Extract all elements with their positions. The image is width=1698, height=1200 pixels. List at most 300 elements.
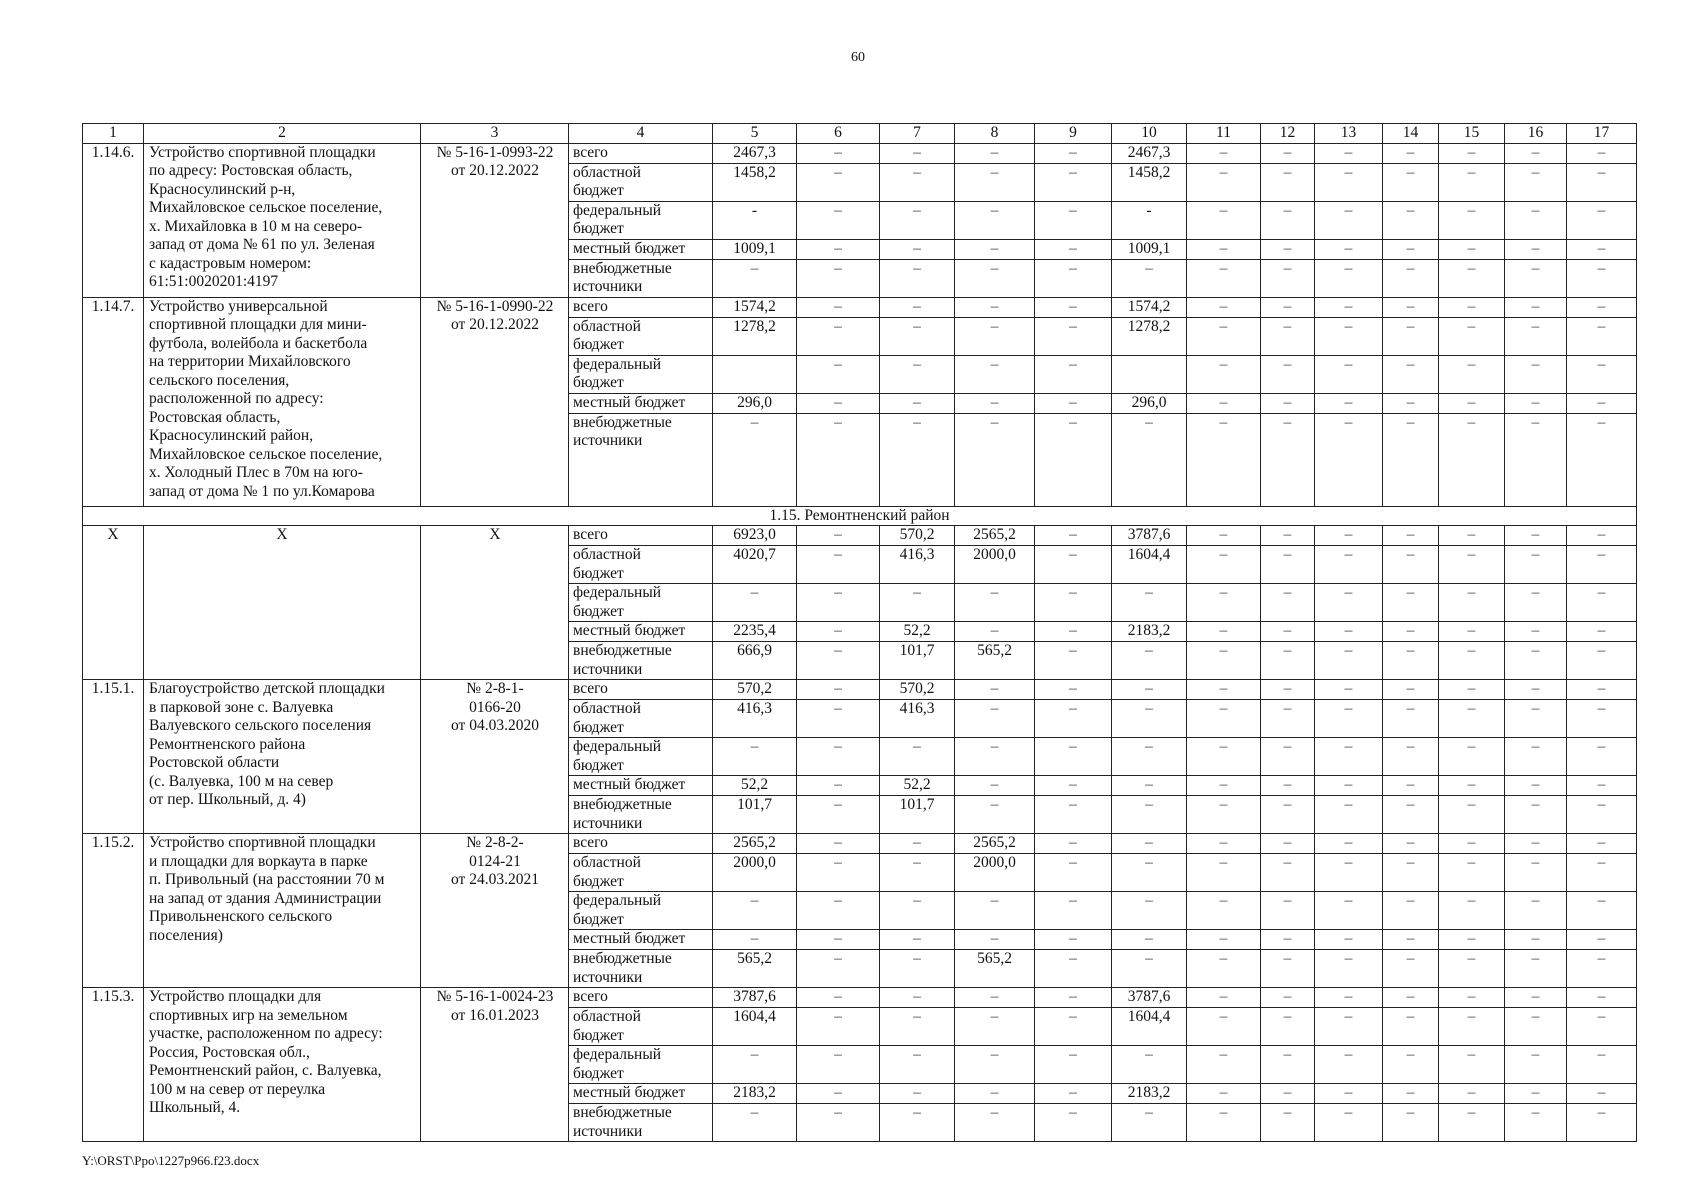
value-cell: – — [1505, 297, 1567, 317]
value-cell: – — [1187, 950, 1261, 988]
value-cell: – — [1505, 950, 1567, 988]
value-cell: – — [1035, 317, 1112, 355]
value-cell: – — [1261, 163, 1315, 201]
value-cell: – — [1439, 546, 1505, 584]
value-cell: – — [1505, 584, 1567, 622]
value-cell: – — [955, 892, 1035, 930]
value-cell: – — [1261, 622, 1315, 642]
funding-source-label: местный бюджет — [569, 393, 713, 413]
budget-table — [82, 123, 1637, 1142]
funding-source-label: федеральный бюджет — [569, 201, 713, 239]
value-cell: – — [1383, 259, 1439, 297]
value-cell: – — [1505, 143, 1567, 163]
value-cell: – — [955, 776, 1035, 796]
value-cell: – — [1439, 700, 1505, 738]
value-cell: – — [797, 700, 880, 738]
value-cell: – — [1567, 584, 1637, 622]
value-cell: – — [1315, 796, 1383, 834]
value-cell: – — [1315, 163, 1383, 201]
funding-source-label: федеральный бюджет — [569, 584, 713, 622]
value-cell: – — [1439, 297, 1505, 317]
value-cell: – — [955, 738, 1035, 776]
value-cell: – — [1315, 297, 1383, 317]
value-cell: – — [1567, 201, 1637, 239]
value-cell: – — [955, 622, 1035, 642]
value-cell: – — [1187, 834, 1261, 854]
value-cell: – — [1505, 1046, 1567, 1084]
value-cell: – — [1505, 930, 1567, 950]
value-cell: – — [1315, 393, 1383, 413]
value-cell: – — [1383, 776, 1439, 796]
funding-source-label: всего — [569, 680, 713, 700]
value-cell: – — [880, 950, 955, 988]
value-cell: – — [1567, 1008, 1637, 1046]
value-cell: – — [713, 1046, 797, 1084]
value-cell: – — [1567, 413, 1637, 506]
value-cell: – — [1505, 163, 1567, 201]
value-cell: 52,2 — [713, 776, 797, 796]
value-cell: – — [713, 259, 797, 297]
value-cell: – — [1439, 1084, 1505, 1104]
value-cell: – — [1439, 1046, 1505, 1084]
value-cell: – — [880, 201, 955, 239]
document-number: № 2-8-2- 0124-21 от 24.03.2021 — [421, 834, 569, 988]
value-cell: – — [1112, 1104, 1187, 1142]
value-cell: 2235,4 — [713, 622, 797, 642]
value-cell: – — [1261, 1046, 1315, 1084]
value-cell: 52,2 — [880, 776, 955, 796]
value-cell: – — [1383, 163, 1439, 201]
value-cell: – — [1505, 700, 1567, 738]
value-cell: 2565,2 — [955, 834, 1035, 854]
value-cell: – — [1505, 1104, 1567, 1142]
value-cell: – — [1261, 1104, 1315, 1142]
value-cell: – — [1261, 1084, 1315, 1104]
column-header: 1 — [83, 124, 144, 144]
funding-source-label: областной бюджет — [569, 854, 713, 892]
value-cell: – — [1112, 834, 1187, 854]
value-cell: 2000,0 — [713, 854, 797, 892]
value-cell: – — [797, 738, 880, 776]
value-cell: – — [1261, 834, 1315, 854]
value-cell: – — [1112, 738, 1187, 776]
value-cell: – — [1261, 259, 1315, 297]
value-cell: – — [1261, 796, 1315, 834]
value-cell: 296,0 — [1112, 393, 1187, 413]
table-row — [83, 834, 1637, 854]
value-cell: 2467,3 — [713, 143, 797, 163]
value-cell: – — [713, 584, 797, 622]
value-cell: 1278,2 — [1112, 317, 1187, 355]
value-cell: 6923,0 — [713, 526, 797, 546]
value-cell: – — [1035, 796, 1112, 834]
value-cell: – — [1261, 526, 1315, 546]
value-cell: – — [1567, 642, 1637, 680]
item-name: Устройство спортивной площадки по адресу: Ростовская область, Красносулинский р-н, Михайловское сельское поселение, х. Михайловка в 10 м на северо- запад от дома № 61 по ул. Зеленая с кадастровым номером: 61:51:0020201:4197 — [144, 143, 421, 297]
value-cell: 565,2 — [713, 950, 797, 988]
value-cell: – — [1383, 680, 1439, 700]
value-cell: – — [1383, 1104, 1439, 1142]
value-cell: – — [1383, 738, 1439, 776]
value-cell: – — [797, 239, 880, 259]
value-cell: – — [1567, 1084, 1637, 1104]
value-cell: – — [1383, 950, 1439, 988]
value-cell: – — [1567, 796, 1637, 834]
value-cell: – — [1383, 796, 1439, 834]
value-cell: – — [955, 584, 1035, 622]
funding-source-label: местный бюджет — [569, 622, 713, 642]
funding-source-label: всего — [569, 297, 713, 317]
value-cell: – — [1035, 1104, 1112, 1142]
value-cell: 101,7 — [880, 796, 955, 834]
value-cell: – — [1035, 239, 1112, 259]
document-number: X — [421, 526, 569, 680]
value-cell: – — [797, 584, 880, 622]
value-cell: – — [1383, 1008, 1439, 1046]
value-cell: 101,7 — [713, 796, 797, 834]
value-cell: – — [1315, 355, 1383, 393]
column-header: 9 — [1035, 124, 1112, 144]
value-cell: – — [880, 834, 955, 854]
value-cell: 296,0 — [713, 393, 797, 413]
value-cell: – — [955, 1008, 1035, 1046]
value-cell: – — [955, 297, 1035, 317]
value-cell: – — [1035, 834, 1112, 854]
value-cell: – — [1261, 143, 1315, 163]
value-cell: – — [1383, 834, 1439, 854]
value-cell: 570,2 — [880, 680, 955, 700]
value-cell: – — [1035, 546, 1112, 584]
value-cell: – — [1112, 950, 1187, 988]
value-cell: – — [1035, 988, 1112, 1008]
value-cell: – — [1035, 413, 1112, 506]
value-cell: – — [1187, 201, 1261, 239]
value-cell: – — [1567, 1046, 1637, 1084]
value-cell: – — [1035, 1046, 1112, 1084]
value-cell: 2467,3 — [1112, 143, 1187, 163]
value-cell: – — [955, 1046, 1035, 1084]
value-cell: – — [1035, 1084, 1112, 1104]
value-cell: – — [1261, 930, 1315, 950]
value-cell: 1009,1 — [713, 239, 797, 259]
value-cell: – — [1383, 239, 1439, 259]
value-cell: – — [1567, 163, 1637, 201]
value-cell: – — [1187, 1104, 1261, 1142]
value-cell: 416,3 — [713, 700, 797, 738]
value-cell: – — [797, 259, 880, 297]
funding-source-label: внебюджетные источники — [569, 413, 713, 506]
value-cell: – — [1035, 584, 1112, 622]
value-cell: – — [880, 413, 955, 506]
value-cell: – — [1035, 143, 1112, 163]
value-cell: – — [1383, 1046, 1439, 1084]
value-cell: – — [1383, 642, 1439, 680]
value-cell: – — [1035, 642, 1112, 680]
value-cell: – — [955, 201, 1035, 239]
item-name: Устройство площадки для спортивных игр на земельном участке, расположенном по адресу: Россия, Ростовская обл., Ремонтненский район, с. Валуевка, 100 м на север от переулка Школьный, 4. — [144, 988, 421, 1142]
value-cell: – — [797, 393, 880, 413]
value-cell: – — [1505, 546, 1567, 584]
value-cell: – — [880, 317, 955, 355]
value-cell: – — [1439, 834, 1505, 854]
item-number: 1.15.2. — [83, 834, 144, 988]
value-cell: – — [797, 776, 880, 796]
value-cell: – — [1315, 738, 1383, 776]
value-cell: – — [880, 297, 955, 317]
value-cell: – — [1439, 1008, 1505, 1046]
value-cell: – — [1505, 892, 1567, 930]
value-cell: – — [1315, 700, 1383, 738]
funding-source-label: всего — [569, 834, 713, 854]
value-cell: – — [880, 259, 955, 297]
column-header: 16 — [1505, 124, 1567, 144]
value-cell: – — [1567, 892, 1637, 930]
value-cell: – — [1383, 317, 1439, 355]
value-cell: – — [1187, 1084, 1261, 1104]
funding-source-label: внебюджетные источники — [569, 796, 713, 834]
value-cell: – — [797, 317, 880, 355]
table-row — [83, 143, 1637, 163]
value-cell: – — [1035, 259, 1112, 297]
value-cell: 3787,6 — [713, 988, 797, 1008]
page-number: 60 — [851, 50, 865, 65]
value-cell: – — [1315, 546, 1383, 584]
value-cell: – — [1187, 988, 1261, 1008]
value-cell: – — [880, 1084, 955, 1104]
value-cell: – — [1315, 259, 1383, 297]
value-cell: – — [1261, 393, 1315, 413]
value-cell: – — [1187, 700, 1261, 738]
value-cell: – — [955, 680, 1035, 700]
value-cell: – — [1261, 700, 1315, 738]
value-cell: 2183,2 — [1112, 622, 1187, 642]
value-cell: – — [880, 355, 955, 393]
value-cell: – — [1187, 584, 1261, 622]
value-cell: – — [1315, 892, 1383, 930]
value-cell: – — [1567, 546, 1637, 584]
value-cell: – — [1035, 950, 1112, 988]
value-cell: – — [1567, 950, 1637, 988]
value-cell: – — [955, 1084, 1035, 1104]
value-cell: – — [955, 355, 1035, 393]
value-cell: 3787,6 — [1112, 526, 1187, 546]
value-cell: – — [1035, 163, 1112, 201]
value-cell: – — [1505, 680, 1567, 700]
value-cell: – — [797, 1008, 880, 1046]
funding-source-label: областной бюджет — [569, 163, 713, 201]
value-cell: – — [880, 892, 955, 930]
value-cell: – — [1383, 393, 1439, 413]
value-cell: – — [1505, 355, 1567, 393]
value-cell: – — [1035, 393, 1112, 413]
value-cell: – — [1567, 680, 1637, 700]
column-header: 8 — [955, 124, 1035, 144]
value-cell: – — [1112, 854, 1187, 892]
value-cell: – — [797, 143, 880, 163]
funding-source-label: местный бюджет — [569, 930, 713, 950]
value-cell: – — [1439, 393, 1505, 413]
funding-source-label: внебюджетные источники — [569, 1104, 713, 1142]
value-cell: – — [797, 988, 880, 1008]
value-cell: – — [797, 546, 880, 584]
column-header: 13 — [1315, 124, 1383, 144]
value-cell: – — [1035, 700, 1112, 738]
value-cell: – — [880, 1104, 955, 1142]
value-cell: – — [797, 1084, 880, 1104]
value-cell: – — [1035, 854, 1112, 892]
value-cell: – — [1112, 700, 1187, 738]
value-cell: – — [797, 201, 880, 239]
value-cell: 2183,2 — [713, 1084, 797, 1104]
value-cell: 2000,0 — [955, 854, 1035, 892]
funding-source-label: местный бюджет — [569, 776, 713, 796]
value-cell: – — [1187, 854, 1261, 892]
value-cell: – — [1567, 834, 1637, 854]
value-cell: – — [1315, 622, 1383, 642]
value-cell: – — [1439, 988, 1505, 1008]
funding-source-label: федеральный бюджет — [569, 1046, 713, 1084]
value-cell: – — [1187, 1046, 1261, 1084]
value-cell: – — [1315, 1104, 1383, 1142]
value-cell: – — [1112, 930, 1187, 950]
value-cell: – — [1383, 413, 1439, 506]
value-cell: – — [713, 413, 797, 506]
item-number: 1.14.6. — [83, 143, 144, 297]
value-cell: – — [1187, 297, 1261, 317]
column-header: 15 — [1439, 124, 1505, 144]
value-cell: – — [1505, 526, 1567, 546]
value-cell: – — [1315, 988, 1383, 1008]
value-cell: – — [1439, 622, 1505, 642]
value-cell: – — [1261, 201, 1315, 239]
value-cell: – — [955, 163, 1035, 201]
value-cell: – — [1567, 393, 1637, 413]
value-cell — [713, 355, 797, 393]
column-header: 11 — [1187, 124, 1261, 144]
section-row — [83, 506, 1637, 526]
funding-source-label: областной бюджет — [569, 317, 713, 355]
value-cell: – — [1187, 317, 1261, 355]
column-header: 5 — [713, 124, 797, 144]
value-cell: – — [1315, 239, 1383, 259]
value-cell: – — [1383, 143, 1439, 163]
value-cell: – — [1315, 1008, 1383, 1046]
value-cell: – — [1505, 413, 1567, 506]
value-cell: – — [1187, 1008, 1261, 1046]
value-cell: – — [1261, 776, 1315, 796]
funding-source-label: федеральный бюджет — [569, 355, 713, 393]
value-cell: 1604,4 — [1112, 1008, 1187, 1046]
value-cell: – — [1035, 355, 1112, 393]
value-cell: – — [955, 317, 1035, 355]
document-number: № 5-16-1-0993-22 от 20.12.2022 — [421, 143, 569, 297]
value-cell: – — [1505, 201, 1567, 239]
value-cell: – — [880, 239, 955, 259]
value-cell: – — [797, 526, 880, 546]
value-cell: – — [1439, 201, 1505, 239]
value-cell: – — [1383, 988, 1439, 1008]
value-cell: 1458,2 — [713, 163, 797, 201]
value-cell: – — [1383, 584, 1439, 622]
value-cell: 570,2 — [713, 680, 797, 700]
value-cell: – — [1187, 546, 1261, 584]
value-cell: – — [797, 622, 880, 642]
funding-source-label: местный бюджет — [569, 1084, 713, 1104]
value-cell: – — [1383, 526, 1439, 546]
header-row — [83, 124, 1637, 144]
value-cell: – — [1187, 239, 1261, 259]
value-cell: – — [880, 930, 955, 950]
value-cell: – — [955, 143, 1035, 163]
value-cell: – — [1112, 413, 1187, 506]
value-cell: – — [1315, 584, 1383, 622]
value-cell: – — [880, 738, 955, 776]
item-name: Устройство универсальной спортивной площадки для мини- футбола, волейбола и баскетбола на территории Михайловского сельского поселения, расположенной по адресу: Ростовская область, Красносулинский район, Михайловское сельское поселение, х. Холодный Плес в 70м на юго- запад от дома № 1 по ул.Комарова — [144, 297, 421, 506]
value-cell: – — [1315, 201, 1383, 239]
value-cell: – — [1315, 1046, 1383, 1084]
value-cell: – — [955, 930, 1035, 950]
value-cell: – — [1567, 259, 1637, 297]
value-cell: – — [880, 1008, 955, 1046]
file-path-footer: Y:\ORST\Ppo\1227p966.f23.docx — [82, 1153, 260, 1168]
value-cell: – — [1261, 680, 1315, 700]
value-cell: – — [1187, 738, 1261, 776]
value-cell: – — [1439, 584, 1505, 622]
value-cell: – — [797, 892, 880, 930]
value-cell: – — [1315, 834, 1383, 854]
value-cell: – — [1383, 622, 1439, 642]
value-cell: – — [1567, 700, 1637, 738]
value-cell: – — [797, 413, 880, 506]
value-cell: – — [797, 834, 880, 854]
value-cell: – — [1315, 854, 1383, 892]
value-cell: – — [1439, 355, 1505, 393]
value-cell: – — [1035, 622, 1112, 642]
value-cell: – — [1439, 143, 1505, 163]
value-cell: – — [713, 892, 797, 930]
value-cell: – — [1505, 796, 1567, 834]
value-cell: – — [797, 950, 880, 988]
value-cell: 570,2 — [880, 526, 955, 546]
value-cell: – — [880, 163, 955, 201]
column-header: 3 — [421, 124, 569, 144]
value-cell: – — [1261, 950, 1315, 988]
funding-source-label: областной бюджет — [569, 700, 713, 738]
value-cell: – — [1187, 143, 1261, 163]
value-cell: – — [1261, 642, 1315, 680]
value-cell: – — [1187, 930, 1261, 950]
value-cell: – — [1567, 143, 1637, 163]
value-cell: – — [1505, 776, 1567, 796]
value-cell: – — [1567, 355, 1637, 393]
value-cell: – — [1439, 642, 1505, 680]
value-cell: – — [1383, 854, 1439, 892]
value-cell: – — [1439, 317, 1505, 355]
value-cell: – — [1315, 143, 1383, 163]
value-cell: 666,9 — [713, 642, 797, 680]
value-cell: – — [1439, 163, 1505, 201]
value-cell: – — [1383, 700, 1439, 738]
column-header: 10 — [1112, 124, 1187, 144]
value-cell: – — [797, 930, 880, 950]
value-cell: – — [1383, 892, 1439, 930]
value-cell: – — [797, 297, 880, 317]
value-cell: – — [1035, 297, 1112, 317]
value-cell: – — [1439, 776, 1505, 796]
value-cell: – — [880, 143, 955, 163]
value-cell: – — [1567, 930, 1637, 950]
table-row — [83, 297, 1637, 317]
